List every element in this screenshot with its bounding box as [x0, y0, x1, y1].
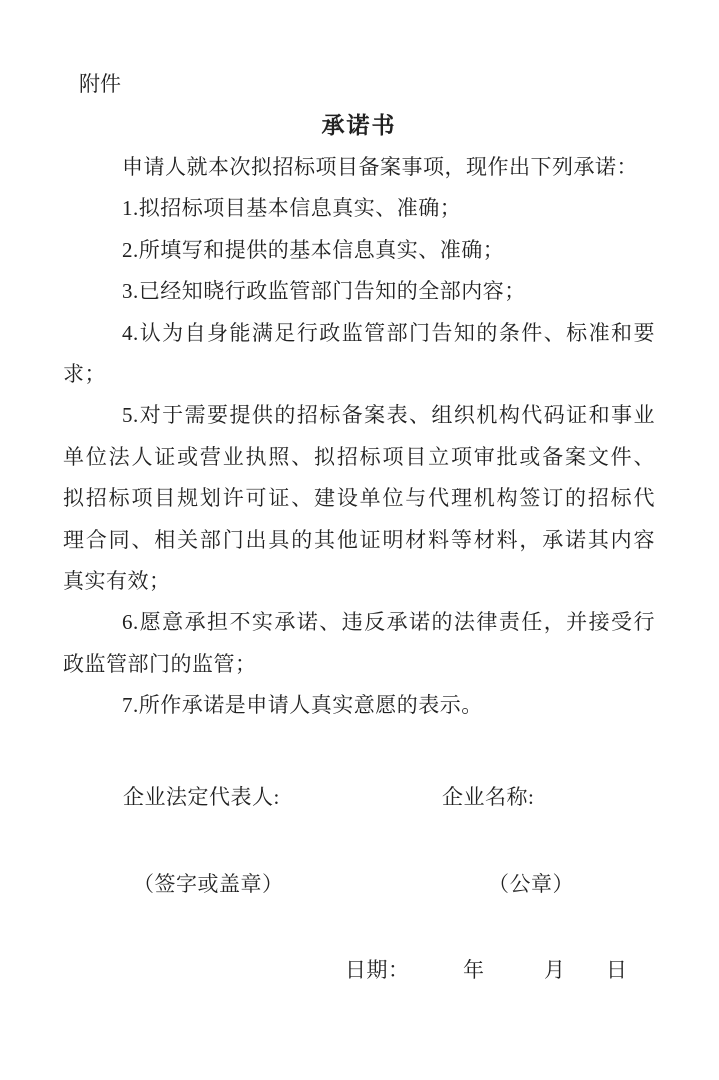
body-line: 1.拟招标项目基本信息真实、准确； [122, 196, 462, 221]
body-line: 拟招标项目规划许可证、建设单位与代理机构签订的招标代 [63, 486, 655, 511]
body-line: 政监管部门的监管； [63, 651, 257, 676]
body-line: 4.认为自身能满足行政监管部门告知的条件、标准和要 [122, 320, 655, 345]
legal-representative-label: 企业法定代表人: [123, 785, 280, 810]
month-label: 月 [544, 958, 566, 983]
body-line: 7.所作承诺是申请人真实意愿的表示。 [122, 693, 483, 718]
date-label: 日期： [345, 958, 410, 983]
date-row [63, 958, 655, 982]
seal-row [63, 872, 655, 896]
document-title: 承诺书 [321, 113, 397, 138]
body-line: 申请人就本次拟招标项目备案事项，现作出下列承诺： [122, 155, 638, 179]
official-seal-note: （公章） [488, 872, 574, 897]
body-line: 单位法人证或营业执照、拟招标项目立项审批或备案文件、 [63, 444, 655, 469]
sign-or-seal-note: （签字或盖章） [133, 872, 284, 897]
attachment-label: 附件 [79, 72, 121, 96]
company-name-label: 企业名称: [442, 785, 535, 810]
body-line: 6.愿意承担不实承诺、违反承诺的法律责任，并接受行 [122, 610, 655, 635]
signature-row [63, 785, 655, 809]
body-line: 理合同、相关部门出具的其他证明材料等材料，承诺其内容 [63, 527, 655, 552]
body-line: 5.对于需要提供的招标备案表、组织机构代码证和事业 [122, 403, 655, 428]
year-label: 年 [463, 958, 485, 983]
body-line: 真实有效； [63, 568, 171, 593]
day-label: 日 [606, 958, 628, 983]
body-line: 2.所填写和提供的基本信息真实、准确； [122, 237, 505, 262]
body-line: 求； [63, 361, 106, 386]
body-line: 3.已经知晓行政监管部门告知的全部内容； [122, 279, 526, 304]
document-body [63, 147, 655, 726]
